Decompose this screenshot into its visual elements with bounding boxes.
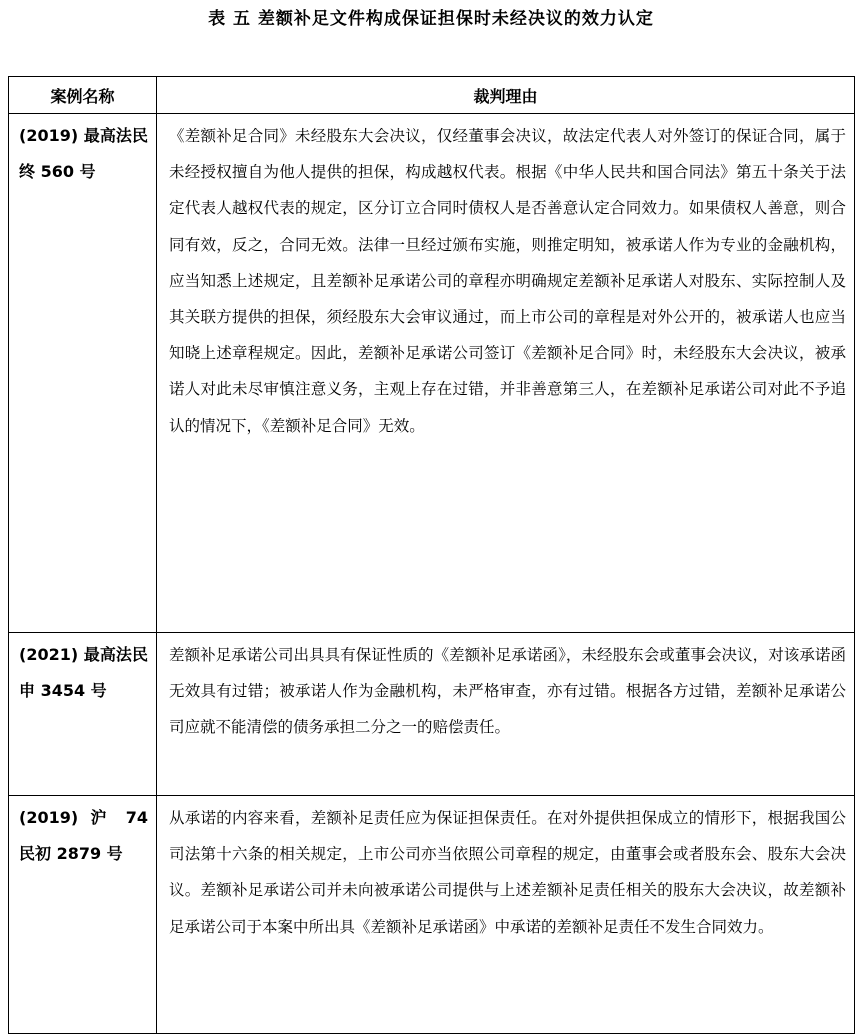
table-title: 表 五 差额补足文件构成保证担保时未经决议的效力认定	[208, 9, 654, 29]
case-name-cell: (2019) 最高法民终 560 号	[9, 114, 157, 633]
header-case-name: 案例名称	[9, 77, 157, 114]
header-reasoning: 裁判理由	[157, 77, 855, 114]
reasoning-cell: 差额补足承诺公司出具具有保证性质的《差额补足承诺函》，未经股东会或董事会决议，对该承诺函无效具有过错；被承诺人作为金融机构，未严格审查，亦有过错。根据各方过错，差额补足承诺公司应就不能清偿的债务承担二分之一的赔偿责任。	[157, 633, 855, 796]
table-row	[9, 796, 855, 1034]
reasoning-cell: 从承诺的内容来看，差额补足责任应为保证担保责任。在对外提供担保成立的情形下，根据我国公司法第十六条的相关规定，上市公司亦当依照公司章程的规定，由董事会或者股东会、股东大会决议。差额补足承诺公司并未向被承诺公司提供与上述差额补足责任相关的股东大会决议，故差额补足承诺公司于本案中所出具《差额补足承诺函》中承诺的差额补足责任不发生合同效力。	[157, 796, 855, 1034]
case-table	[8, 76, 855, 1034]
reasoning-cell: 《差额补足合同》未经股东大会决议，仅经董事会决议，故法定代表人对外签订的保证合同，属于未经授权擅自为他人提供的担保，构成越权代表。根据《中华人民共和国合同法》第五十条关于法定代表人越权代表的规定，区分订立合同时债权人是否善意认定合同效力。如果债权人善意，则合同有效，反之，合同无效。法律一旦经过颁布实施，则推定明知，被承诺人作为专业的金融机构，应当知悉上述规定，且差额补足承诺公司的章程亦明确规定差额补足承诺人对股东、实际控制人及其关联方提供的担保，须经股东大会审议通过，而上市公司的章程是对外公开的，被承诺人也应当知晓上述章程规定。因此，差额补足承诺公司签订《差额补足合同》时，未经股东大会决议，被承诺人对此未尽审慎注意义务，主观上存在过错，并非善意第三人，在差额补足承诺公司对此不予追认的情况下，《差额补足合同》无效。	[157, 114, 855, 633]
case-name-cell: (2019) 沪 74 民初 2879 号	[9, 796, 157, 1034]
table-row	[9, 114, 855, 633]
case-name-cell: (2021) 最高法民申 3454 号	[9, 633, 157, 796]
table-row	[9, 633, 855, 796]
table-header-row	[9, 77, 855, 114]
